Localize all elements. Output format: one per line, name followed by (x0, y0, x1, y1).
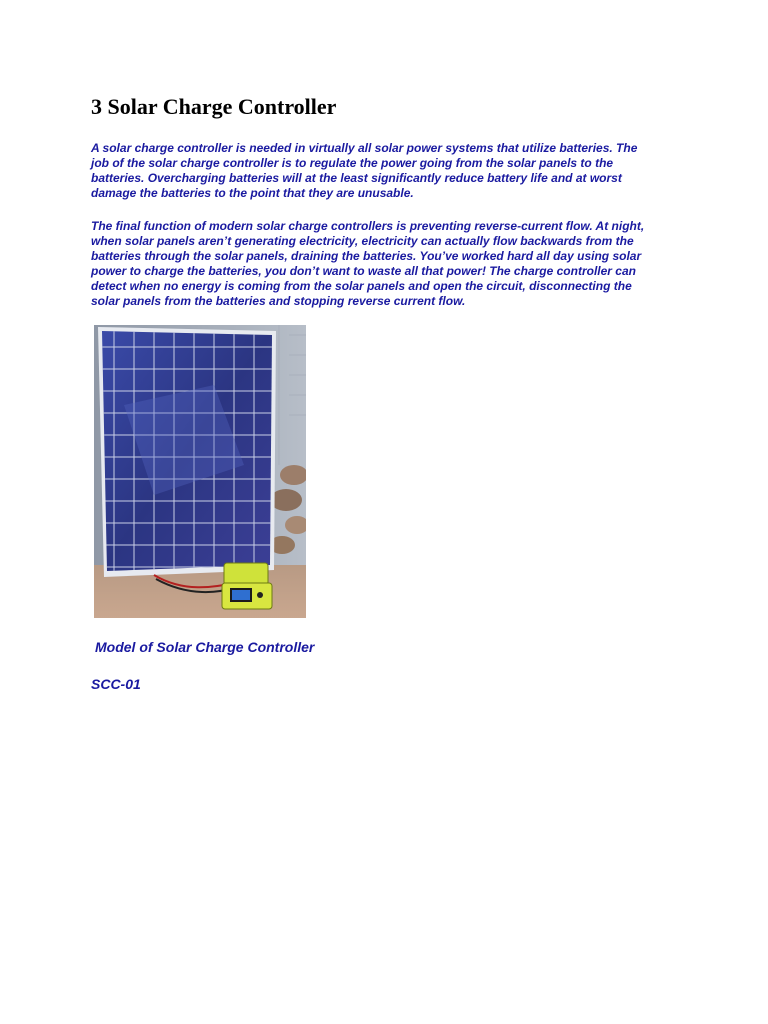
paragraph-line: batteries. Overcharging batteries will at the least significantly reduce battery life and at worst (91, 171, 622, 185)
solar-panel-photo (94, 325, 306, 618)
paragraph-line: job of the solar charge controller is to regulate the power going from the solar panels to the (91, 156, 614, 170)
paragraph-line: power to charge the batteries, you don’t want to waste all that power! The charge controller can (91, 264, 636, 278)
intro-paragraph (91, 141, 691, 201)
section-heading: 3 Solar Charge Controller (91, 94, 337, 119)
paragraph-line: solar panels from the batteries and stopping reverse current flow. (91, 294, 466, 308)
paragraph-line: A solar charge controller is needed in virtually all solar power systems that utilize batteries. The (91, 141, 638, 155)
paragraph-line: damage the batteries to the point that they are unusable. (91, 186, 414, 200)
paragraph-line: The final function of modern solar charge controllers is preventing reverse-current flow. At night, (91, 219, 645, 233)
paragraph-line: detect when no energy is coming from the solar panels and open the circuit, disconnecting the (91, 279, 632, 293)
figure-caption: Model of Solar Charge Controller (95, 639, 315, 655)
paragraph-line: batteries through the solar panels, draining the batteries. You’ve worked hard all day using solar (91, 249, 642, 263)
reverse-current-paragraph (91, 219, 691, 309)
model-code: SCC-01 (91, 676, 141, 692)
paragraph-line: when solar panels aren’t generating electricity, electricity can actually flow backwards from the (91, 234, 634, 248)
